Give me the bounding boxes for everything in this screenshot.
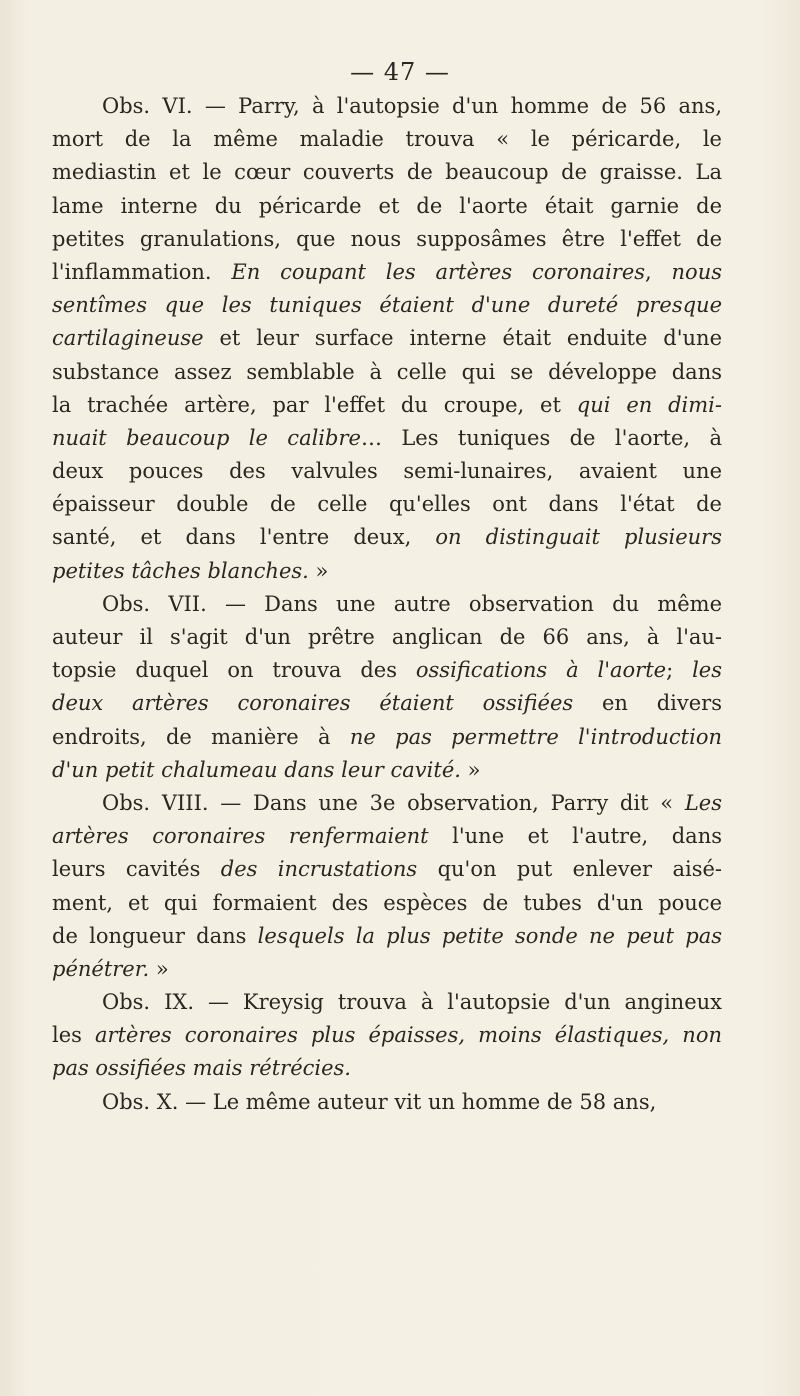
text-line: substance assez semblable à celle qui se développe dans: [52, 359, 722, 384]
italic-phrase: petites tâches blanches.: [52, 558, 309, 583]
italic-phrase: Les: [684, 790, 722, 815]
text-line: lame interne du péricarde et de l'aorte était garnie de: [52, 193, 722, 218]
italic-phrase: pénétrer.: [52, 956, 150, 981]
italic-phrase: deux artères coronaires étaient ossifiées: [52, 691, 574, 716]
text-line: santé, et dans l'entre deux, on distinguait plusieurs: [52, 525, 722, 550]
italic-phrase: ne pas permettre l'introduction: [349, 724, 722, 749]
italic-phrase: des incrustations: [220, 857, 418, 882]
text-line: cartilagineuse et leur surface interne était enduite d'une: [52, 326, 722, 351]
text-line: d'un petit chalumeau dans leur cavité. »: [52, 757, 481, 782]
italic-phrase: ossifications à l'aorte: [415, 658, 667, 683]
italic-phrase: qui en dimi-: [576, 392, 722, 417]
italic-phrase: cartilagineuse: [52, 326, 204, 351]
italic-phrase: lesquels la plus petite sonde ne peut pas: [257, 923, 723, 948]
page-number: — 47 —: [350, 58, 450, 86]
text-line: Obs. VII. — Dans une autre observation du même: [102, 591, 722, 616]
italic-phrase: on distinguait plusieurs: [435, 525, 722, 550]
text-line: petites granulations, que nous supposâmes être l'effet de: [52, 226, 722, 251]
italic-phrase: artères coronaires renfermaient: [52, 824, 429, 849]
text-line: de longueur dans lesquels la plus petite sonde ne peut pas: [52, 923, 723, 948]
italic-phrase: nuait beaucoup le calibre: [52, 425, 361, 450]
text-line: les artères coronaires plus épaisses, moins élastiques, non: [52, 1023, 722, 1048]
text-line: deux pouces des valvules semi-lunaires, avaient une: [52, 459, 722, 484]
text-line: mort de la même maladie trouva « le péricarde, le: [52, 127, 722, 152]
text-line: nuait beaucoup le calibre… Les tuniques de l'aorte, à: [52, 425, 722, 450]
text-line: deux artères coronaires étaient ossifiées en divers: [52, 691, 722, 716]
italic-phrase: d'un petit chalumeau dans leur cavité.: [52, 757, 461, 782]
text-line: endroits, de manière à ne pas permettre l'introduction: [52, 724, 722, 749]
body-text: [52, 90, 722, 1119]
italic-phrase: En coupant les artères coronaires: [231, 259, 646, 284]
text-line: topsie duquel on trouva des ossifications à l'aorte; les: [52, 658, 722, 683]
text-line: artères coronaires renfermaient l'une et l'autre, dans: [52, 824, 722, 849]
text-line: ment, et qui formaient des espèces de tubes d'un pouce: [52, 890, 722, 915]
text-line: leurs cavités des incrustations qu'on put enlever aisé-: [52, 857, 723, 882]
text-line: épaisseur double de celle qu'elles ont dans l'état de: [52, 492, 722, 517]
italic-phrase: les: [692, 658, 722, 683]
text-line: Obs. VIII. — Dans une 3e observation, Parry dit « Les: [102, 790, 722, 815]
italic-phrase: sentîmes que les tuniques étaient d'une dureté presque: [52, 293, 722, 318]
text-line: Obs. X. — Le même auteur vit un homme de 58 ans,: [102, 1089, 657, 1114]
text-line: Obs. VI. — Parry, à l'autopsie d'un homme de 56 ans,: [102, 94, 722, 118]
text-line: pénétrer. »: [52, 956, 169, 981]
italic-phrase: artères coronaires plus épaisses, moins élastiques, non: [95, 1023, 722, 1048]
text-line: auteur il s'agit d'un prêtre anglican de 66 ans, à l'au-: [52, 625, 722, 649]
text-line: [52, 1052, 722, 1085]
text-line: Obs. IX. — Kreysig trouva à l'autopsie d'un angineux: [102, 990, 722, 1015]
italic-phrase: pas ossifiées mais rétrécies.: [52, 1056, 351, 1081]
text-line: [52, 289, 722, 322]
text-line: l'inflammation. En coupant les artères coronaires, nous: [52, 259, 723, 284]
text-line: la trachée artère, par l'effet du croupe, et qui en dimi-: [52, 392, 722, 417]
italic-phrase: nous: [671, 259, 723, 284]
text-line: petites tâches blanches. »: [52, 558, 329, 583]
text-line: mediastin et le cœur couverts de beaucoup de graisse. La: [52, 160, 722, 185]
